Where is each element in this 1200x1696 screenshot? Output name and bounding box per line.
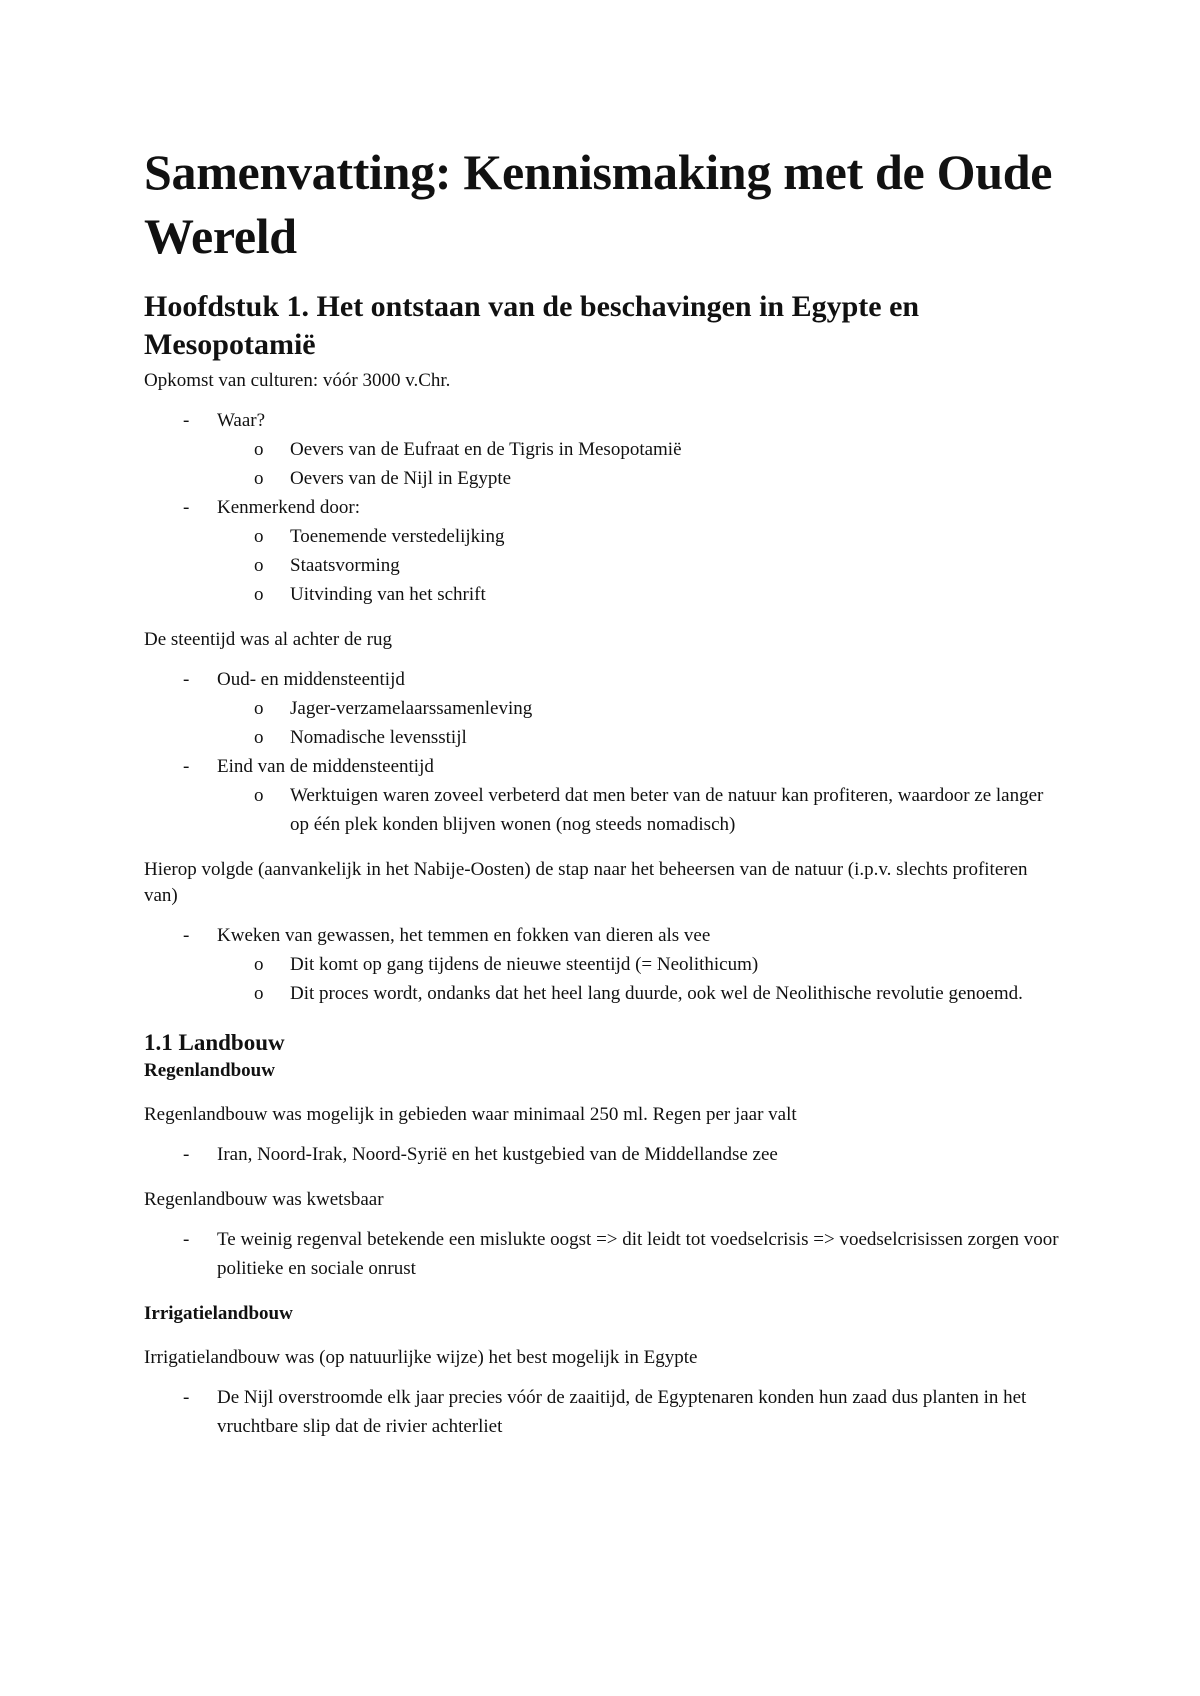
list-item: - De Nijl overstroomde elk jaar precies vóór de zaaitijd, de Egyptenaren konden hun zaad dus planten in het vruchtbare slip dat de rivier achterliet [144,1383,1064,1441]
list-item: - Eind van de middensteentijd [144,752,1064,781]
list-item: - Oud- en middensteentijd [144,665,1064,694]
list-item: - Waar? [144,406,1064,435]
list-item: o Toenemende verstedelijking [144,522,1064,551]
dash-bullet-icon: - [183,925,190,946]
intro-paragraph: Opkomst van culturen: vóór 3000 v.Chr. [144,370,451,391]
list-item: o Uitvinding van het schrift [144,580,1064,609]
list-item: - Kweken van gewassen, het temmen en fokken van dieren als vee [144,921,1064,950]
dash-bullet-icon: - [183,669,190,690]
document-page [144,140,1064,1459]
chapter-title: Hoofdstuk 1. Het ontstaan van de beschavingen in Egypte en Mesopotamië [144,290,920,361]
section-heading-landbouw: 1.1 Landbouw [144,1030,285,1055]
list-item: o Oevers van de Nijl in Egypte [144,464,1064,493]
circle-bullet-icon: o [254,727,264,748]
circle-bullet-icon: o [254,439,264,460]
list-item: o Nomadische levensstijl [144,723,1064,752]
dash-bullet-icon: - [183,1229,190,1250]
circle-bullet-icon: o [254,698,264,719]
dash-bullet-icon: - [183,497,190,518]
rain-paragraph-1: Regenlandbouw was mogelijk in gebieden waar minimaal 250 ml. Regen per jaar valt [144,1104,797,1125]
next-step-paragraph: Hierop volgde (aanvankelijk in het Nabije-Oosten) de stap naar het beheersen van de natuur (i.p.v. slechts profiteren van) [144,859,1028,906]
rain-list-2 [144,1225,1064,1283]
list-item: o Oevers van de Eufraat en de Tigris in Mesopotamië [144,435,1064,464]
circle-bullet-icon: o [254,983,264,1004]
list-item: - Kenmerkend door: [144,493,1064,522]
list-item: o Staatsvorming [144,551,1064,580]
circle-bullet-icon: o [254,468,264,489]
dash-bullet-icon: - [183,1387,190,1408]
irrigation-paragraph-1: Irrigatielandbouw was (op natuurlijke wijze) het best mogelijk in Egypte [144,1347,698,1368]
stone-age-paragraph: De steentijd was al achter de rug [144,629,392,650]
list-item: o Jager-verzamelaarssamenleving [144,694,1064,723]
circle-bullet-icon: o [254,785,264,806]
list-item: o Werktuigen waren zoveel verbeterd dat men beter van de natuur kan profiteren, waardoor ze langer op één plek konden blijven wonen (nog steeds nomadisch) [144,781,1064,839]
list-item: o Dit proces wordt, ondanks dat het heel lang duurde, ook wel de Neolithische revolutie genoemd. [144,979,1064,1008]
intro-list [144,406,1064,609]
irrigation-list-1 [144,1383,1064,1441]
circle-bullet-icon: o [254,954,264,975]
circle-bullet-icon: o [254,555,264,576]
dash-bullet-icon: - [183,1144,190,1165]
dash-bullet-icon: - [183,410,190,431]
document-title: Samenvatting: Kennismaking met de Oude Wereld [144,144,1053,264]
next-step-list [144,921,1064,1008]
rain-list-1 [144,1140,1064,1169]
stone-age-list [144,665,1064,839]
dash-bullet-icon: - [183,756,190,777]
subheading-irrigatielandbouw: Irrigatielandbouw [144,1303,293,1324]
rain-paragraph-2: Regenlandbouw was kwetsbaar [144,1189,384,1210]
circle-bullet-icon: o [254,526,264,547]
list-item: - Iran, Noord-Irak, Noord-Syrië en het kustgebied van de Middellandse zee [144,1140,1064,1169]
list-item: - Te weinig regenval betekende een mislukte oogst => dit leidt tot voedselcrisis => voedselcrisissen zorgen voor politieke en sociale onrust [144,1225,1064,1283]
subheading-regenlandbouw: Regenlandbouw [144,1060,275,1081]
circle-bullet-icon: o [254,584,264,605]
list-item: o Dit komt op gang tijdens de nieuwe steentijd (= Neolithicum) [144,950,1064,979]
